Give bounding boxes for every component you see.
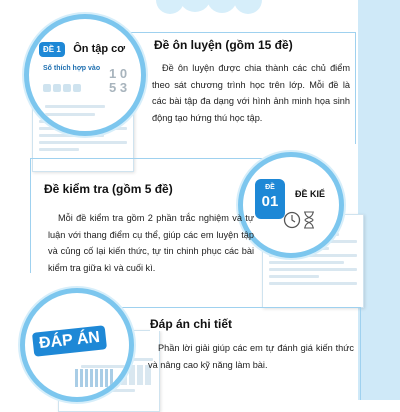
section1-page-heading: Ôn tập cơ	[73, 43, 126, 55]
section1-decor-numbers: 1 0 5 3	[109, 66, 128, 95]
section1-frame-side	[355, 32, 356, 144]
section2-badge-top: ĐỀ	[265, 184, 275, 191]
section2-badge-num: 01	[261, 193, 279, 210]
section3-frame-side	[360, 307, 361, 400]
clock-icon	[283, 211, 301, 229]
cloud-decoration	[150, 0, 270, 18]
section2-title: Đề kiểm tra (gồm 5 đề)	[44, 182, 173, 196]
section2-page-heading: ĐỀ KIỂ	[295, 189, 326, 199]
section1-page-sub: Số thích hợp vào	[43, 65, 101, 72]
section1-badge: ĐỀ 1	[39, 42, 65, 57]
answer-stamp: ĐÁP ÁN	[32, 325, 107, 357]
section2-body: Mỗi đề kiểm tra gồm 2 phần trắc nghiệm và tự luận với thang điểm cụ thể, giúp các em luyện tập và củng cố lại kiến thức, tự tin chinh phục các bài kiểm tra giữa kì và cuối kì.	[48, 213, 254, 273]
section1-body: Đề ôn luyện được chia thành các chủ điểm theo sát chương trình học trên lớp. Mỗi đề là các bài tập đa dạng với hình ảnh minh họa sinh động tạo hứng thú học tập.	[152, 63, 350, 123]
section3-title: Đáp án chi tiết	[150, 317, 233, 331]
section2-frame-line	[30, 158, 281, 159]
hourglass-icon	[303, 211, 315, 229]
section1-frame-line	[95, 32, 356, 33]
section3-frame-line	[92, 307, 361, 308]
answer-table-snippet	[75, 369, 115, 387]
section2-badge	[255, 179, 285, 219]
section3-magnifier-circle	[20, 288, 134, 402]
section1-title: Đề ôn luyện (gồm 15 đề)	[154, 38, 293, 52]
section3-body: Phần lời giải giúp các em tự đánh giá kiến thức và nâng cao kỹ năng làm bài.	[148, 343, 354, 370]
decorative-side-band	[358, 0, 400, 400]
section2-frame-side	[30, 158, 31, 273]
section1-magnifier-circle	[24, 14, 146, 136]
